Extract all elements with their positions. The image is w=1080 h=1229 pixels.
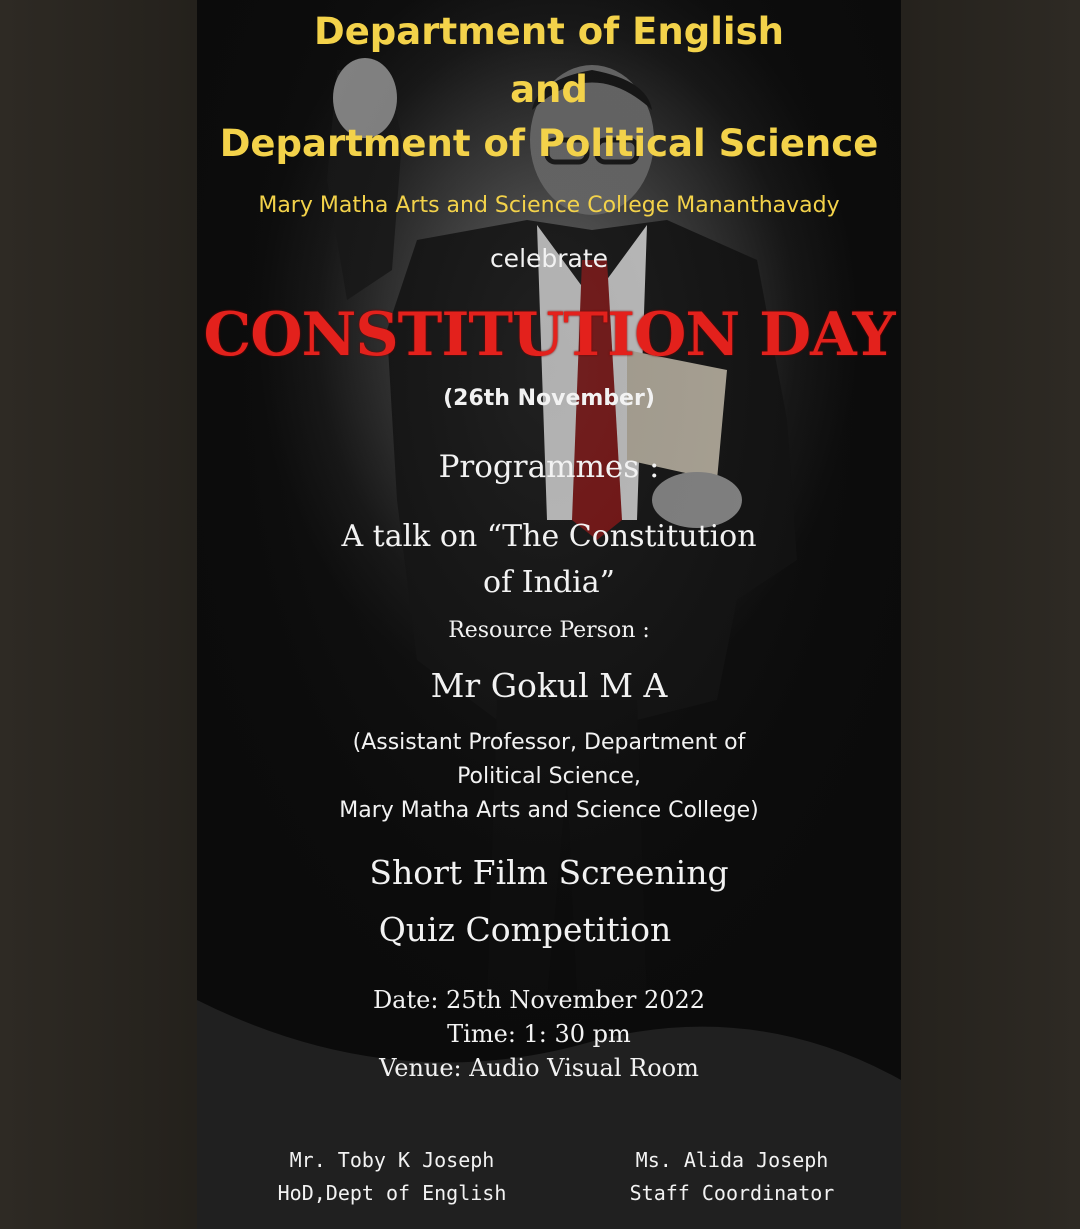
event-title: CONSTITUTION DAY <box>203 300 895 370</box>
college-name: Mary Matha Arts and Science College Mananthavady <box>258 193 840 218</box>
talk-title <box>197 514 901 606</box>
programmes-heading: Programmes : <box>438 449 660 485</box>
resource-person-designation <box>197 726 901 828</box>
event-date-line: Date: 25th November 2022 <box>372 986 706 1014</box>
celebrate-text: celebrate <box>489 244 609 273</box>
signatory-coordinator <box>612 1144 852 1210</box>
designation-line-3: Mary Matha Arts and Science College) <box>339 798 759 823</box>
department-political-science: Department of Political Science <box>219 122 879 165</box>
talk-line-1: A talk on “The Constitution <box>341 519 757 554</box>
event-time-line: Time: 1: 30 pm <box>447 1020 631 1048</box>
and-connector: and <box>510 68 588 111</box>
event-venue-line: Venue: Audio Visual Room <box>379 1054 699 1082</box>
designation-line-1: (Assistant Professor, Department of <box>352 730 746 755</box>
event-date: (26th November) <box>443 386 655 411</box>
designation-line-2: Political Science, <box>457 764 641 789</box>
programme-quiz: Quiz Competition <box>378 910 672 949</box>
resource-person-label: Resource Person : <box>448 618 650 643</box>
programme-short-film: Short Film Screening <box>369 853 729 892</box>
talk-line-2: of India” <box>483 565 615 600</box>
resource-person-name: Mr Gokul M A <box>430 666 668 705</box>
signatory-role: HoD,Dept of English <box>277 1181 507 1205</box>
signatory-name: Ms. Alida Joseph <box>635 1148 829 1172</box>
department-english: Department of English <box>314 10 784 53</box>
signatory-hod <box>247 1144 537 1210</box>
event-details <box>197 983 891 1085</box>
event-poster <box>197 0 901 1229</box>
signatory-role: Staff Coordinator <box>629 1181 835 1205</box>
signatory-name: Mr. Toby K Joseph <box>289 1148 495 1172</box>
